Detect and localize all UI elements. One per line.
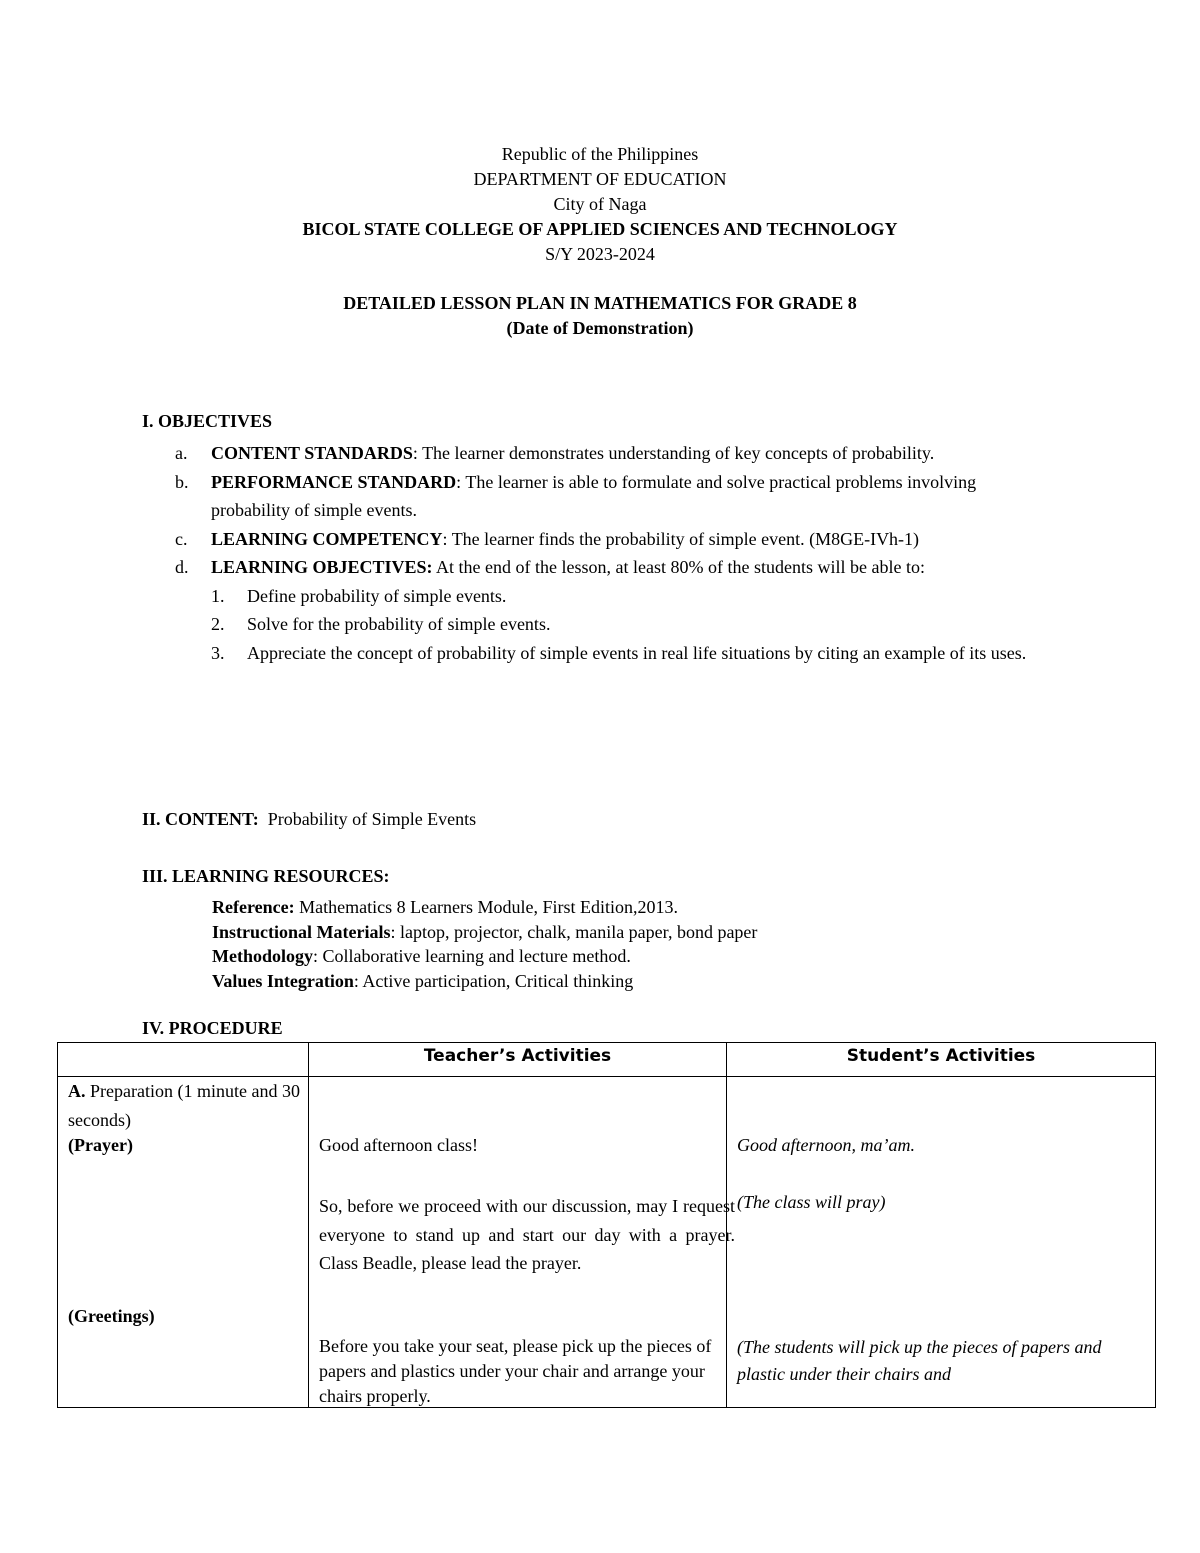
content-section <box>142 809 1062 830</box>
header-city: City of Naga <box>553 194 647 214</box>
header-republic: Republic of the Philippines <box>501 144 699 164</box>
title-main: DETAILED LESSON PLAN IN MATHEMATICS FOR GRADE 8 <box>343 293 857 313</box>
teacher-cell <box>309 1077 735 1408</box>
resource-label: Instructional Materials <box>212 921 391 942</box>
phase-title <box>68 1077 303 1134</box>
objective-item <box>175 525 1055 554</box>
document-header <box>0 142 1200 267</box>
procedure-table <box>57 1042 1156 1408</box>
objectives-heading: I. OBJECTIVES <box>142 411 273 431</box>
objective-text: At the end of the lesson, at least 80% of the students will be able to: <box>432 557 925 577</box>
student-cell <box>727 1077 1156 1408</box>
objective-text: : The learner demonstrates understanding of key concepts of probability. <box>412 443 935 463</box>
list-marker: d. <box>175 557 189 577</box>
resource-text: : Collaborative learning and lecture method. <box>313 946 631 966</box>
objectives-list <box>175 439 1055 667</box>
resource-reference <box>212 895 1092 920</box>
learning-objectives-sublist <box>211 582 1055 668</box>
objective-label: CONTENT STANDARDS <box>211 443 413 463</box>
resources-list <box>212 895 1092 993</box>
list-marker: c. <box>175 528 188 549</box>
phase-cell <box>58 1077 309 1408</box>
teacher-column-header: Teacher’s Activities <box>309 1043 727 1077</box>
phase-label: A. <box>68 1081 86 1101</box>
teacher-prayer-request: So, before we proceed with our discussion, may I request everyone to stand up and start our day with a prayer. Class Beadle, please lead the prayer. <box>319 1196 735 1273</box>
resource-text: : Active participation, Critical thinking <box>353 970 634 991</box>
sub-objective-text: Appreciate the concept of probability of simple events in real life situations by citing an example of its uses. <box>247 642 1027 663</box>
list-marker: 3. <box>211 642 225 663</box>
objective-label: LEARNING OBJECTIVES: <box>211 557 433 577</box>
header-school-year: S/Y 2023-2024 <box>545 244 655 264</box>
student-cleanup: (The students will pick up the pieces of papers and plastic under their chairs and <box>737 1337 1102 1384</box>
teacher-greeting: Good afternoon class! <box>319 1135 478 1155</box>
table-header-row <box>58 1043 1156 1077</box>
resource-label: Methodology <box>212 946 313 966</box>
header-deped: DEPARTMENT OF EDUCATION <box>473 169 727 189</box>
student-column-header: Student’s Activities <box>727 1043 1156 1077</box>
objective-item <box>175 553 1055 582</box>
objective-text: : The learner is able to formulate and solve practical problems involving probability of simple events. <box>211 471 977 520</box>
procedure-heading: IV. PROCEDURE <box>142 1018 283 1038</box>
title-date: (Date of Demonstration) <box>506 318 694 338</box>
objective-item <box>175 468 1055 525</box>
header-college: BICOL STATE COLLEGE OF APPLIED SCIENCES AND TECHNOLOGY <box>302 219 898 239</box>
sub-objective-item <box>211 582 1055 611</box>
resource-text: : laptop, projector, chalk, manila paper, bond paper <box>390 921 758 942</box>
objective-item <box>175 439 1055 468</box>
prayer-label: (Prayer) <box>68 1135 133 1155</box>
list-marker: 1. <box>211 585 225 606</box>
resource-label: Values Integration <box>212 970 354 991</box>
student-prayer: (The class will pray) <box>737 1192 886 1212</box>
objective-label: LEARNING COMPETENCY <box>211 528 443 549</box>
phase-column-header <box>58 1043 309 1077</box>
content-heading: II. CONTENT: <box>142 809 259 829</box>
sub-objective-text: Define probability of simple events. <box>247 585 507 606</box>
objective-label: PERFORMANCE STANDARD <box>211 471 457 492</box>
list-marker: b. <box>175 471 189 492</box>
resource-materials <box>212 920 1092 945</box>
resource-text: Mathematics 8 Learners Module, First Edition,2013. <box>294 897 679 917</box>
sub-objective-item <box>211 610 1055 639</box>
objective-text: : The learner finds the probability of simple event. (M8GE-IVh-1) <box>442 528 920 549</box>
teacher-cleanup-request: Before you take your seat, please pick up the pieces of papers and plastics under your chair and arrange your chairs properly. <box>319 1336 712 1406</box>
resource-values <box>212 969 1092 994</box>
student-greeting: Good afternoon, ma’am. <box>737 1135 915 1155</box>
resource-methodology <box>212 944 1092 969</box>
sub-objective-item <box>211 639 1055 668</box>
list-marker: a. <box>175 443 188 463</box>
sub-objective-text: Solve for the probability of simple events. <box>247 614 551 634</box>
greetings-label: (Greetings) <box>68 1306 155 1326</box>
resources-heading: III. LEARNING RESOURCES: <box>142 866 390 886</box>
table-row <box>58 1077 1156 1408</box>
list-marker: 2. <box>211 614 225 634</box>
lesson-plan-title <box>0 291 1200 341</box>
resource-label: Reference: <box>212 897 295 917</box>
phase-text: Preparation (1 minute and 30 seconds) <box>68 1081 300 1130</box>
content-text: Probability of Simple Events <box>267 809 477 829</box>
